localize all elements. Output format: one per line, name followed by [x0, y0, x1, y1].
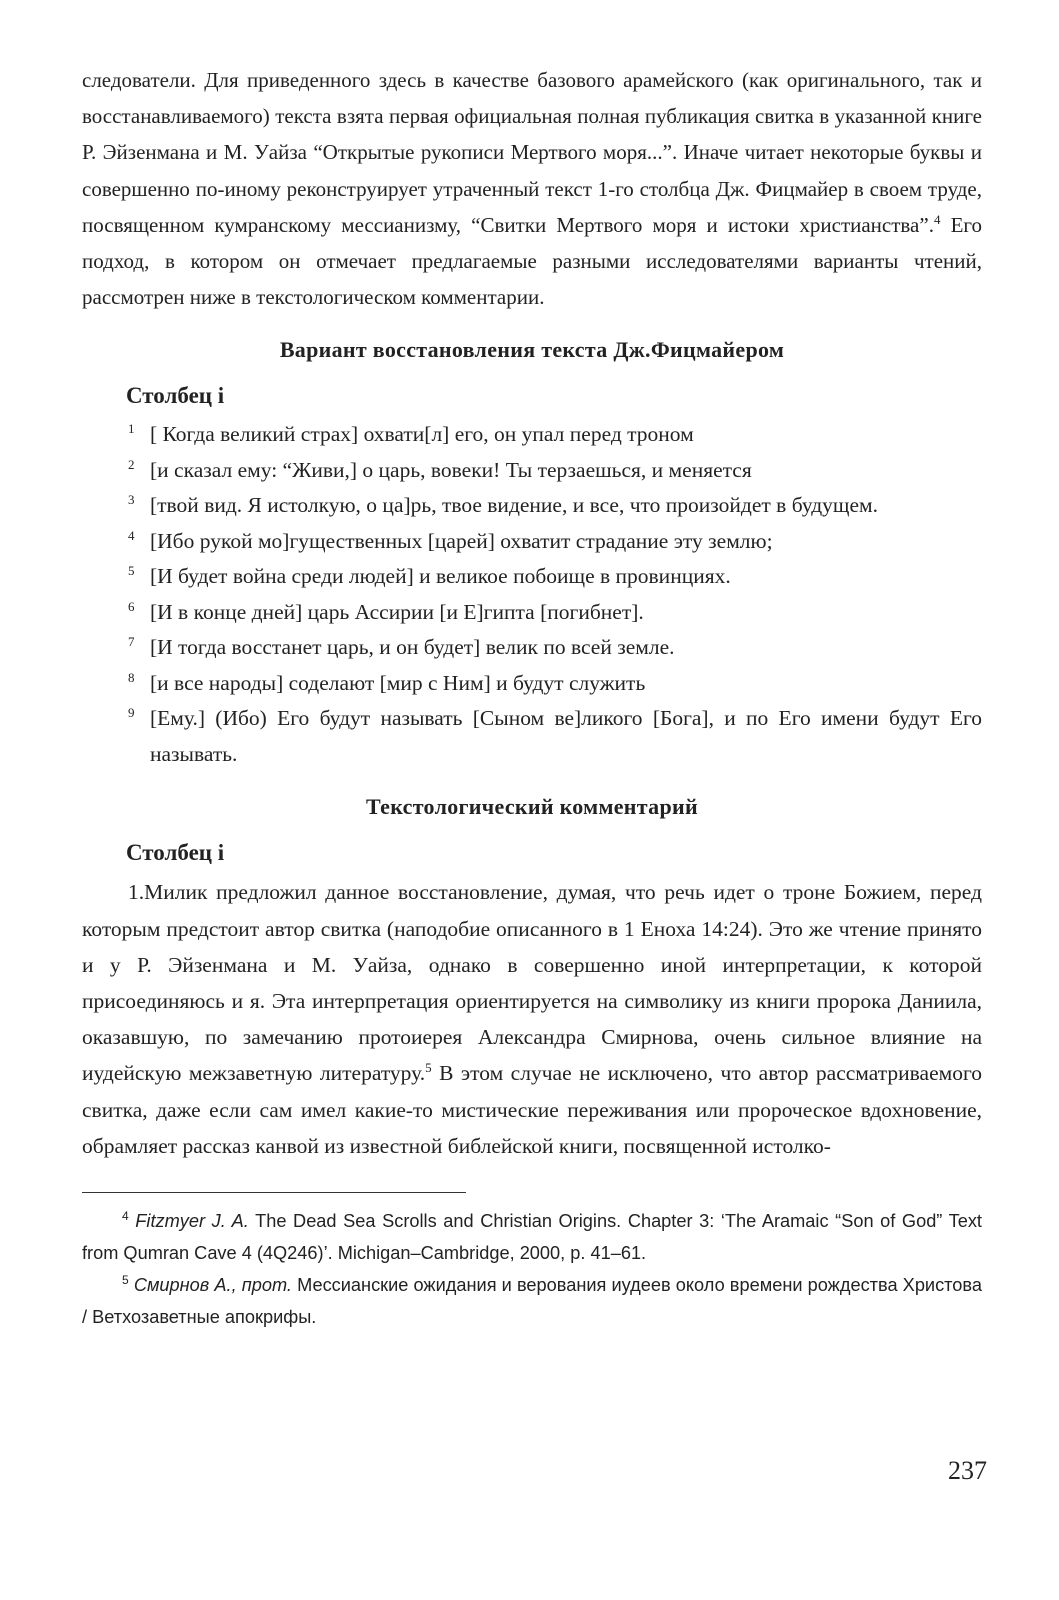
footnote-ref-4[interactable]: 4: [933, 211, 941, 227]
footnote-text: The Dead Sea Scrolls and Christian Origins. Chapter 3: ‘The Aramaic “Son of God” Text from Qumran Cave 4 (4Q246)’. Michigan–Cambridge, 2000, p. 41–61.: [82, 1211, 982, 1264]
footnote-4: [82, 1205, 982, 1269]
footnote-5: [82, 1269, 982, 1333]
section-title-reconstruction: Вариант восстановления текста Дж.Фицмайером: [279, 337, 785, 363]
verse-line: [82, 595, 982, 631]
verse-number: 3: [128, 492, 135, 508]
footnote-ref-5[interactable]: 5: [425, 1060, 432, 1076]
footnote-author: Смирнов А., прот.: [133, 1275, 292, 1296]
verse-text: [И тогда восстанет царь, и он будет] велик по всей земле.: [150, 635, 675, 660]
intro-text-part1: следователи. Для приведенного здесь в качестве базового арамейского (как оригинального, так и восстанавливаемого) текста взята первая официальная полная публикация свитка в указанной книге Р. Эйзенмана и М. Уайза “Открытые рукописи Мертвого моря...”. Иначе читает некоторые буквы и совершенно по-иному реконструирует утраченный текст 1-го столбца Дж. Фицмайер в своем труде, посвященном кумранскому мессианизму, “Свитки Мертвого моря и истоки христианства”.: [82, 68, 982, 237]
verse-line: [82, 488, 982, 524]
verse-text: [И будет война среди людей] и великое побоище в провинциях.: [150, 564, 731, 589]
column-heading-1: Столбец i: [126, 383, 225, 409]
verse-list: [82, 417, 982, 772]
commentary-text-part1: 1.Милик предложил данное восстановление, думая, что речь идет о троне Божием, перед которым предстоит автор свитка (наподобие описанного в 1 Еноха 14:24). Это же чтение принято и у Р. Эйзенмана и М. Уайза, однако в совершенно иной интерпретации, к которой присоединяюсь и я. Эта интерпретация ориентируется на символику из книги пророка Даниила, оказавшую, по замечанию протоиерея Александра Смирнова, очень сильное влияние на иудейскую межзаветную литературу.: [82, 880, 982, 1086]
verse-number: 9: [128, 705, 135, 721]
verse-text: [И в конце дней] царь Ассирии [и Е]гипта [погибнет].: [150, 599, 644, 624]
verse-number: 6: [128, 598, 135, 614]
section-title-commentary: Текстологический комментарий: [366, 794, 698, 820]
footnote-author: Fitzmyer J. A.: [135, 1211, 249, 1232]
column-heading-2: Столбец i: [126, 840, 225, 866]
verse-number: 4: [128, 527, 135, 543]
verse-text: [твой вид. Я истолкую, о ца]рь, твое видение, и все, что произойдет в будущем.: [150, 493, 878, 518]
footnote-number: 4: [122, 1208, 129, 1223]
verse-number: 8: [128, 669, 135, 685]
verse-number: 1: [128, 421, 135, 437]
verse-line: [82, 630, 982, 666]
commentary-text-part2: В этом случае не исключено, что автор рассматриваемого свитка, даже если сам имел какие-то мистические переживания или пророческое вдохновение, обрамляет рассказ канвой из известной библейской книги, посвященной истолко-: [82, 1061, 983, 1158]
verse-line: [82, 417, 982, 453]
verse-text: [Ему.] (Ибо) Его будут называть [Сыном ве]ликого [Бога], и по Его имени будут Его называть.: [150, 706, 982, 766]
footnote-text: Мессианские ожидания и верования иудеев около времени рождества Христова / Ветхозаветные апокрифы.: [82, 1275, 982, 1328]
verse-text: [и сказал ему: “Живи,] о царь, вовеки! Ты терзаешься, и меняется: [150, 457, 752, 482]
intro-paragraph: [82, 62, 982, 315]
verse-line: [82, 666, 982, 702]
verse-number: 7: [128, 634, 135, 650]
verse-number: 5: [128, 563, 135, 579]
verse-number: 2: [128, 456, 135, 472]
commentary-paragraph: [82, 874, 982, 1164]
intro-text-part2: Его подход, в котором он отмечает предлагаемые разными исследователями варианты чтений, рассмотрен ниже в текстологическом комментарии.: [82, 212, 982, 310]
verse-text: [ Когда великий страх] охвати[л] его, он упал перед троном: [150, 422, 694, 447]
verse-line: [82, 559, 982, 595]
verse-line: [82, 524, 982, 560]
verse-text: [Ибо рукой мо]гущественных [царей] охватит страдание эту землю;: [150, 528, 773, 553]
footnote-number: 5: [122, 1272, 129, 1287]
verse-line: [82, 701, 982, 772]
page-number: 237: [948, 1456, 987, 1485]
footnote-divider: [82, 1192, 466, 1193]
verse-text: [и все народы] соделают [мир с Ним] и будут служить: [150, 670, 646, 695]
page-body: [82, 62, 982, 1333]
verse-line: [82, 453, 982, 489]
